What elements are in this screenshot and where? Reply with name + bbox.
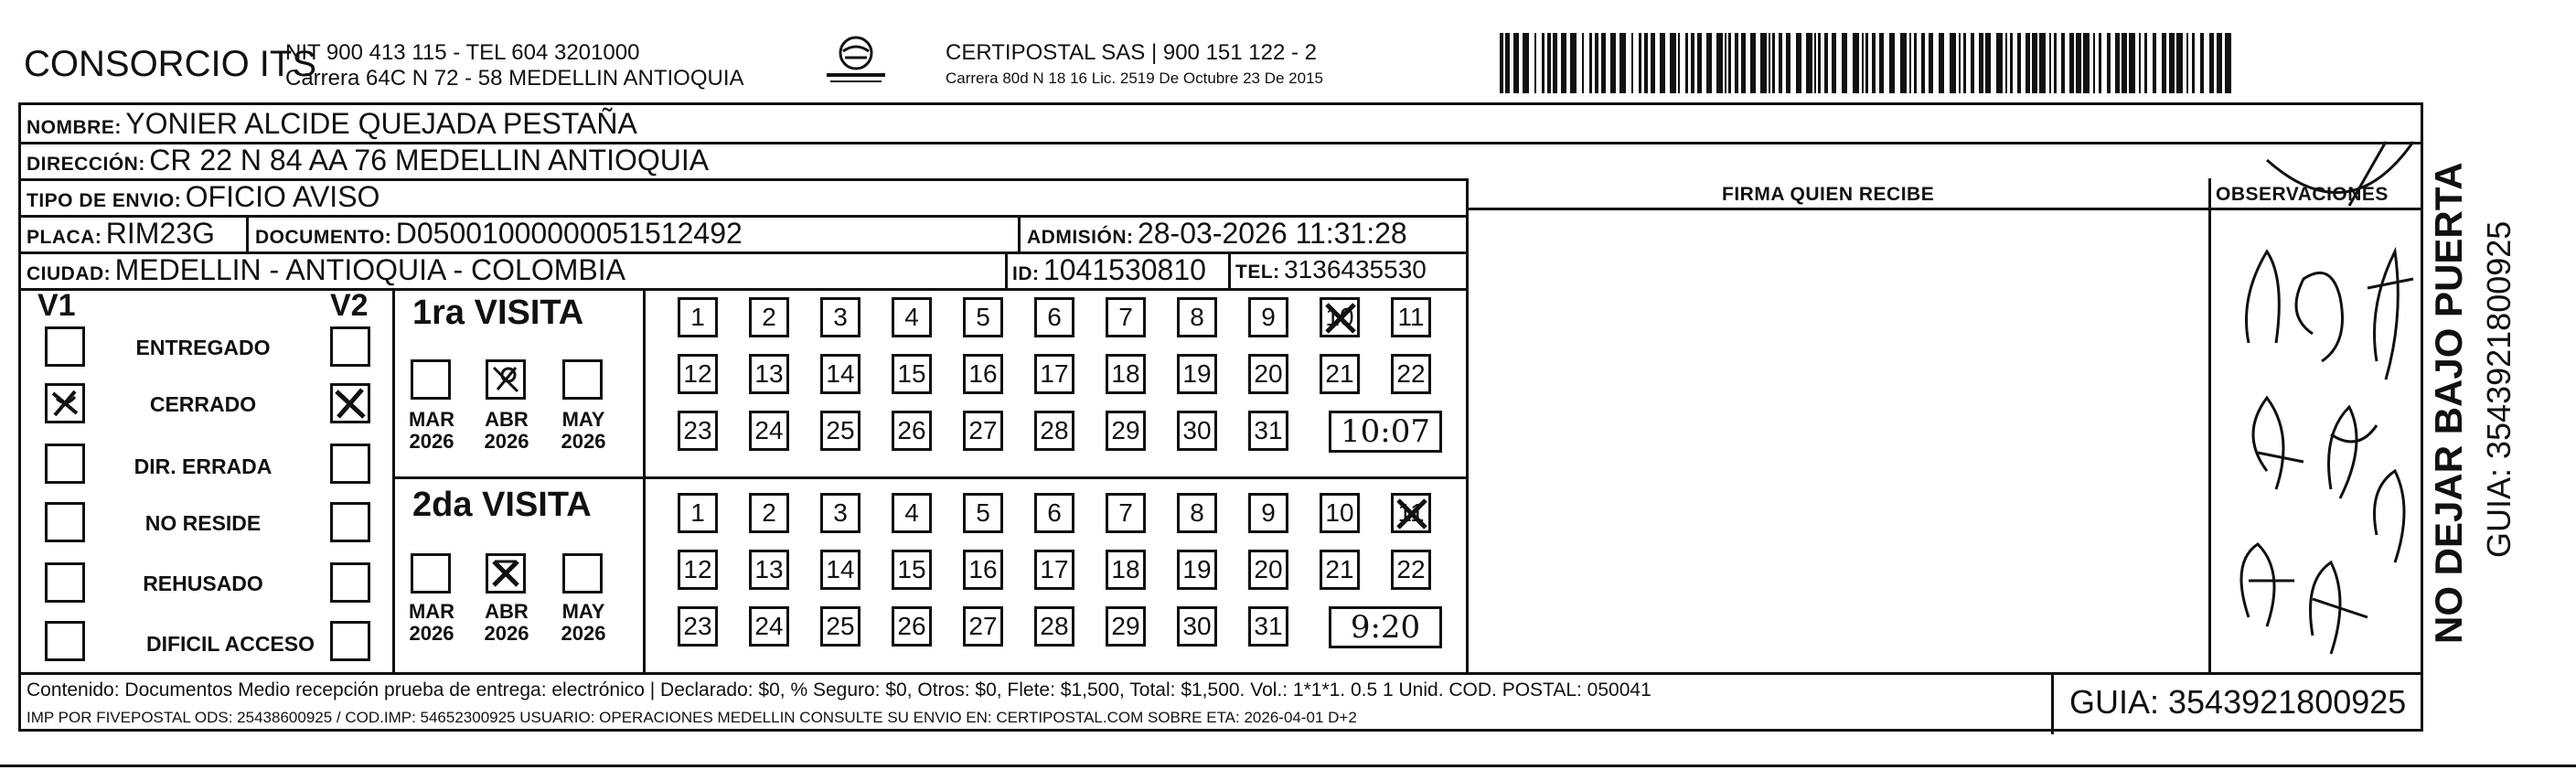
day-box-14[interactable]: 14 [820, 354, 860, 394]
barcode-bar [1814, 33, 1816, 93]
barcode-bar [1589, 33, 1592, 93]
barcode-bar [1824, 33, 1828, 93]
day-box-19[interactable]: 19 [1177, 354, 1217, 394]
second-month-may: MAY 2026 [561, 600, 606, 645]
day-box-10[interactable]: 10 [1320, 493, 1360, 533]
day-box-24[interactable]: 24 [749, 606, 789, 647]
barcode-bar [1678, 33, 1680, 93]
checked-x-icon [333, 386, 368, 421]
day-box-8[interactable]: 8 [1177, 297, 1217, 337]
day-box-30[interactable]: 30 [1177, 606, 1217, 647]
barcode-bar [2017, 33, 2021, 93]
first-month-mar: MAR 2026 [408, 408, 455, 453]
day-box-2[interactable]: 2 [749, 493, 789, 533]
barcode-bar [1909, 33, 1911, 93]
barcode-bar [1832, 33, 1836, 93]
barcode-bar [1985, 33, 1991, 93]
day-box-23[interactable]: 23 [678, 411, 718, 451]
barcode-bar [2139, 33, 2141, 93]
day-box-11[interactable]: 11 [1391, 297, 1431, 337]
day-box-2[interactable]: 2 [749, 297, 789, 337]
day-box-7[interactable]: 7 [1106, 493, 1146, 533]
barcode-bar [1818, 33, 1821, 93]
barcode-bar [1651, 33, 1655, 93]
visit-column-divider [643, 288, 646, 672]
v2-cerrado-checkbox[interactable] [330, 383, 370, 423]
barcode-bar [2122, 33, 2127, 93]
no-dejar-bajo-puerta-warning: NO DEJAR BAJO PUERTA [2427, 162, 2470, 644]
status-divider [392, 288, 395, 672]
day-box-22[interactable]: 22 [1391, 550, 1431, 590]
tipo-field: TIPO DE ENVIO: OFICIO AVISO [27, 180, 380, 213]
day-box-4[interactable]: 4 [892, 297, 932, 337]
second-visit-title: 2da VISITA [412, 486, 592, 524]
barcode-bar [2192, 33, 2195, 93]
day-box-26[interactable]: 26 [892, 606, 932, 647]
barcode-bar [1706, 33, 1712, 93]
barcode-bar [1796, 33, 1801, 93]
direccion-field: DIRECCIÓN: CR 22 N 84 AA 76 MEDELLIN ANTIOQUIA [27, 144, 710, 176]
day-box-31[interactable]: 31 [1248, 606, 1288, 647]
barcode-bar [1741, 33, 1746, 93]
row-divider [21, 288, 1466, 291]
second-month-abr-box[interactable] [486, 553, 526, 594]
day-box-28[interactable]: 28 [1034, 411, 1074, 451]
v2-dificil-acceso-checkbox[interactable] [330, 621, 370, 661]
footer-divider [21, 672, 2423, 675]
v2-header: V2 [330, 288, 369, 323]
bottom-edge-line [0, 765, 2576, 767]
barcode-bar [1760, 33, 1767, 93]
barcode-bar [2200, 33, 2204, 93]
barcode-bar [1842, 33, 1847, 93]
barcode-bar [1806, 33, 1812, 93]
day-box-17[interactable]: 17 [1034, 550, 1074, 590]
barcode-bar [1979, 33, 1983, 93]
barcode-bar [1786, 33, 1790, 93]
day-box-19[interactable]: 19 [1177, 550, 1217, 590]
checked-x-icon [1391, 493, 1431, 533]
day-box-21[interactable]: 21 [1320, 354, 1360, 394]
barcode-bar [1779, 33, 1782, 93]
day-box-8[interactable]: 8 [1177, 493, 1217, 533]
v2-entregado-checkbox[interactable] [330, 326, 370, 367]
barcode-bar [1570, 33, 1577, 93]
day-box-3[interactable]: 3 [820, 493, 860, 533]
company-address: Carrera 64C N 72 - 58 MEDELLIN ANTIOQUIA [285, 66, 744, 91]
barcode-bar [2107, 33, 2111, 93]
barcode-bar [1644, 33, 1648, 93]
barcode-bar [2186, 33, 2188, 93]
day-box-20[interactable]: 20 [1248, 550, 1288, 590]
tipo-value: OFICIO AVISO [185, 180, 380, 213]
barcode-bar [1900, 33, 1907, 93]
status-no-reside: NO RESIDE [144, 511, 262, 535]
day-box-12[interactable]: 12 [678, 550, 718, 590]
barcode-bar [1513, 33, 1519, 93]
day-box-4[interactable]: 4 [892, 493, 932, 533]
status-entregado: ENTREGADO [135, 336, 271, 359]
observations-divider [2208, 178, 2211, 672]
nombre-field: NOMBRE: YONIER ALCIDE QUEJADA PESTAÑA [27, 107, 637, 140]
barcode-bar [1772, 33, 1775, 93]
barcode-bar [1725, 33, 1726, 93]
first-visit-time-box[interactable]: 10:07 [1329, 411, 1442, 453]
day-box-9[interactable]: 9 [1248, 493, 1288, 533]
day-box-25[interactable]: 25 [820, 606, 860, 647]
signature-divider [1466, 178, 1469, 672]
company-name: CONSORCIO ITS [24, 44, 317, 84]
barcode-bar [1971, 33, 1974, 93]
visit-divider [392, 476, 1466, 479]
barcode-bar [1728, 33, 1731, 93]
barcode-bar [1547, 33, 1551, 93]
first-month-may: MAY 2026 [561, 408, 606, 453]
barcode-bar [2115, 33, 2120, 93]
ciudad-value: MEDELLIN - ANTIOQUIA - COLOMBIA [114, 253, 625, 286]
courier-name: CERTIPOSTAL SAS | 900 151 122 - 2 [946, 40, 1317, 65]
day-box-30[interactable]: 30 [1177, 411, 1217, 451]
guia-number: GUIA: 3543921800925 [2069, 683, 2407, 721]
cell-divider [1005, 251, 1008, 288]
barcode-bar [2217, 33, 2222, 93]
barcode-bar [1631, 33, 1633, 93]
barcode-bar [2169, 33, 2175, 93]
footer-contents: Contenido: Documentos Medio recepción prueba de entrega: electrónico | Declarado: $0, % Seguro: $0, Otros: $0, Flete: $1,500, Total: $1,500. Vol.: 1*1*1. 0.5 1 Unid. COD. POSTAL: 050041 [27, 679, 1651, 700]
v2-no-reside-checkbox[interactable] [330, 502, 370, 542]
day-box-3[interactable]: 3 [820, 297, 860, 337]
day-box-6[interactable]: 6 [1034, 493, 1074, 533]
barcode-bar [1929, 33, 1933, 93]
barcode-bar [1619, 33, 1626, 93]
handwritten-observation [2212, 105, 2422, 670]
barcode-bar [2144, 33, 2147, 93]
barcode-bar [2026, 33, 2030, 93]
company-nit: NIT 900 413 115 - TEL 604 3201000 [285, 40, 640, 65]
day-box-10[interactable]: 10 [1320, 297, 1360, 337]
day-box-15[interactable]: 15 [892, 550, 932, 590]
barcode-bar [2005, 33, 2007, 93]
barcode-bar [1601, 33, 1606, 93]
barcode-bar [1542, 33, 1545, 93]
barcode-bar [1853, 33, 1859, 93]
day-box-9[interactable]: 9 [1248, 297, 1288, 337]
day-box-1[interactable]: 1 [678, 297, 718, 337]
barcode-bar [2010, 33, 2013, 93]
barcode-bar [2209, 33, 2214, 93]
barcode-bar [1582, 33, 1584, 93]
day-box-18[interactable]: 18 [1106, 550, 1146, 590]
day-box-27[interactable]: 27 [963, 411, 1003, 451]
barcode-bar [2049, 33, 2051, 93]
barcode-bar [1889, 33, 1895, 93]
day-box-16[interactable]: 16 [963, 354, 1003, 394]
day-box-11[interactable]: 11 [1391, 493, 1431, 533]
certipostal-logo [819, 35, 893, 99]
barcode-bar [2061, 33, 2065, 93]
status-cerrado: CERRADO [149, 392, 257, 416]
first-month-mar-box[interactable] [411, 359, 451, 400]
v1-header: V1 [37, 288, 76, 323]
side-guia-number: GUIA: 3543921800925 [2480, 220, 2517, 558]
barcode-bar [1553, 33, 1557, 93]
day-box-16[interactable]: 16 [963, 550, 1003, 590]
day-box-17[interactable]: 17 [1034, 354, 1074, 394]
day-box-13[interactable]: 13 [749, 550, 789, 590]
cell-divider [246, 215, 249, 251]
first-visit-title: 1ra VISITA [412, 294, 584, 332]
barcode-bar [1862, 33, 1864, 93]
day-box-22[interactable]: 22 [1391, 354, 1431, 394]
barcode-bar [1610, 33, 1616, 93]
barcode-bar [2032, 33, 2037, 93]
ciudad-field: CIUDAD: MEDELLIN - ANTIOQUIA - COLOMBIA [27, 253, 625, 286]
barcode [1500, 33, 2231, 93]
status-rehusado: REHUSADO [143, 572, 263, 595]
cell-divider [1228, 251, 1231, 288]
barcode-bar [2093, 33, 2095, 93]
barcode-bar [2162, 33, 2166, 93]
day-box-15[interactable]: 15 [892, 354, 932, 394]
barcode-bar [1660, 33, 1665, 93]
barcode-bar [2225, 33, 2231, 93]
barcode-bar [1959, 33, 1961, 93]
status-dificil-acceso: DIFICIL ACCESO [145, 632, 315, 656]
documento-value: D05001000000051512492 [395, 217, 743, 250]
day-box-23[interactable]: 23 [678, 606, 718, 647]
v2-rehusado-checkbox[interactable] [330, 562, 370, 603]
barcode-bar [1691, 33, 1694, 93]
barcode-bar [2039, 33, 2046, 93]
courier-info [946, 40, 1323, 91]
barcode-bar [1697, 33, 1702, 93]
barcode-bar [1950, 33, 1956, 93]
barcode-bar [1505, 33, 1510, 93]
id-value: 1041530810 [1042, 253, 1206, 286]
barcode-bar [2153, 33, 2156, 93]
company-info [285, 40, 744, 91]
barcode-bar [2076, 33, 2081, 93]
placa-field: PLACA: RIM23G [27, 217, 215, 250]
shipping-label [18, 102, 2423, 732]
nombre-value: YONIER ALCIDE QUEJADA PESTAÑA [125, 107, 637, 140]
day-box-31[interactable]: 31 [1248, 411, 1288, 451]
day-box-29[interactable]: 29 [1106, 606, 1146, 647]
day-box-24[interactable]: 24 [749, 411, 789, 451]
v1-dificil-acceso-checkbox[interactable] [45, 621, 85, 661]
id-field: ID: 1041530810 [1012, 253, 1206, 286]
firma-label: FIRMA QUIEN RECIBE [1722, 184, 1935, 205]
day-box-25[interactable]: 25 [820, 411, 860, 451]
barcode-bar [2099, 33, 2101, 93]
barcode-bar [1595, 33, 1598, 93]
day-box-26[interactable]: 26 [892, 411, 932, 451]
first-month-may-box[interactable] [562, 359, 603, 400]
barcode-bar [2083, 33, 2090, 93]
day-box-18[interactable]: 18 [1106, 354, 1146, 394]
tel-field: TEL: 3136435530 [1235, 255, 1427, 283]
barcode-bar [1872, 33, 1876, 93]
postal-emblem-icon [819, 35, 893, 86]
day-box-28[interactable]: 28 [1034, 606, 1074, 647]
day-box-1[interactable]: 1 [678, 493, 718, 533]
barcode-bar [1996, 33, 2003, 93]
barcode-bar [1865, 33, 1868, 93]
barcode-bar [1921, 33, 1925, 93]
day-box-20[interactable]: 20 [1248, 354, 1288, 394]
day-box-14[interactable]: 14 [820, 550, 860, 590]
documento-field: DOCUMENTO: D05001000000051512492 [255, 217, 743, 250]
barcode-bar [1534, 33, 1536, 93]
first-month-abr: ABR 2026 [484, 408, 529, 453]
direccion-value: CR 22 N 84 AA 76 MEDELLIN ANTIOQUIA [149, 144, 710, 176]
barcode-bar [2176, 33, 2183, 93]
guia-divider [2051, 672, 2054, 734]
day-box-27[interactable]: 27 [963, 606, 1003, 647]
day-box-21[interactable]: 21 [1320, 550, 1360, 590]
second-visit-time-box[interactable]: 9:20 [1329, 606, 1442, 648]
checked-x-icon [488, 362, 523, 397]
cell-divider [1018, 215, 1021, 251]
second-month-mar-box[interactable] [411, 553, 451, 594]
barcode-bar [1914, 33, 1917, 93]
barcode-bar [1879, 33, 1884, 93]
day-box-12[interactable]: 12 [678, 354, 718, 394]
courier-license: Carrera 80d N 18 16 Lic. 2519 De Octubre 23 De 2015 [946, 70, 1323, 87]
barcode-bar [1750, 33, 1756, 93]
second-month-abr: ABR 2026 [484, 600, 529, 645]
checked-x-icon [488, 556, 523, 591]
barcode-bar [1769, 33, 1770, 93]
day-box-13[interactable]: 13 [749, 354, 789, 394]
footer-print-info: IMP POR FIVEPOSTAL ODS: 25438600925 / COD.IMP: 54652300925 USUARIO: OPERACIONES MEDELLIN CONSULTE SU ENVIO EN: CERTIPOSTAL.COM SOBRE ETA: 2026-04-01 D+2 [27, 709, 1357, 726]
day-box-5[interactable]: 5 [963, 297, 1003, 337]
barcode-bar [1670, 33, 1676, 93]
barcode-bar [1716, 33, 1723, 93]
day-box-29[interactable]: 29 [1106, 411, 1146, 451]
admision-value: 28-03-2026 11:31:28 [1137, 217, 1407, 250]
barcode-bar [1561, 33, 1566, 93]
day-box-7[interactable]: 7 [1106, 297, 1146, 337]
admision-field: ADMISIÓN: 28-03-2026 11:31:28 [1027, 217, 1407, 250]
barcode-bar [1523, 33, 1529, 93]
barcode-bar [2129, 33, 2135, 93]
second-month-may-box[interactable] [562, 553, 603, 594]
barcode-bar [2069, 33, 2074, 93]
barcode-bar [1735, 33, 1738, 93]
first-month-abr-box[interactable] [486, 359, 526, 400]
status-dir-errada: DIR. ERRADA [134, 455, 273, 478]
observaciones-label: OBSERVACIONES [2216, 184, 2389, 205]
barcode-bar [1639, 33, 1641, 93]
placa-value: RIM23G [105, 217, 215, 250]
barcode-bar [1939, 33, 1944, 93]
checked-x-icon [1320, 297, 1360, 337]
barcode-bar [1685, 33, 1688, 93]
barcode-bar [1500, 33, 1503, 93]
barcode-bar [1963, 33, 1966, 93]
barcode-bar [2054, 33, 2057, 93]
day-box-6[interactable]: 6 [1034, 297, 1074, 337]
checked-x-icon [48, 386, 82, 421]
v2-dir-errada-checkbox[interactable] [330, 444, 370, 484]
second-month-mar: MAR 2026 [408, 600, 455, 645]
day-box-5[interactable]: 5 [963, 493, 1003, 533]
tel-value: 3136435530 [1284, 255, 1427, 283]
